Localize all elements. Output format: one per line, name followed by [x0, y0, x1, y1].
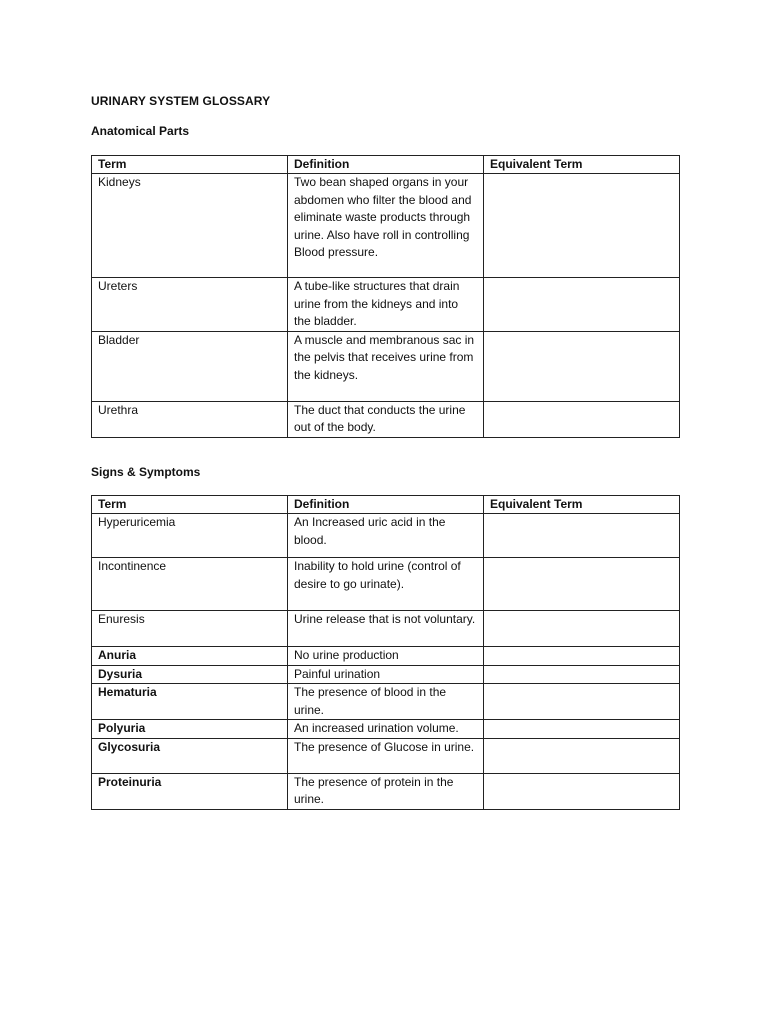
- definition-cell: The presence of Glucose in urine.: [288, 738, 484, 773]
- definition-cell: An increased urination volume.: [288, 720, 484, 739]
- equivalent-term-cell: [484, 665, 680, 684]
- table-row: [92, 558, 680, 611]
- table-row: [92, 665, 680, 684]
- term-cell: Kidneys: [92, 174, 288, 278]
- table-row: [92, 401, 680, 437]
- equivalent-term-cell: [484, 773, 680, 809]
- definition-cell: The presence of blood in the urine.: [288, 684, 484, 720]
- table-row: [92, 738, 680, 773]
- anatomical-parts-table: [91, 155, 680, 438]
- term-cell: Anuria: [92, 647, 288, 666]
- definition-cell: A tube-like structures that drain urine from the kidneys and into the bladder.: [288, 278, 484, 332]
- equivalent-term-cell: [484, 611, 680, 647]
- definition-cell: A muscle and membranous sac in the pelvis that receives urine from the kidneys.: [288, 331, 484, 401]
- equivalent-term-cell: [484, 558, 680, 611]
- term-cell: Hematuria: [92, 684, 288, 720]
- term-cell: Bladder: [92, 331, 288, 401]
- term-cell: Polyuria: [92, 720, 288, 739]
- definition-cell: Inability to hold urine (control of desire to go urinate).: [288, 558, 484, 611]
- equivalent-term-cell: [484, 647, 680, 666]
- section-heading-anatomical-parts: Anatomical Parts: [91, 124, 190, 138]
- term-cell: Hyperuricemia: [92, 514, 288, 558]
- column-header-term: Term: [92, 496, 288, 514]
- equivalent-term-cell: [484, 401, 680, 437]
- definition-cell: An Increased uric acid in the blood.: [288, 514, 484, 558]
- table-header-row: [92, 156, 680, 174]
- term-cell: Incontinence: [92, 558, 288, 611]
- equivalent-term-cell: [484, 331, 680, 401]
- signs-symptoms-table: [91, 495, 680, 810]
- equivalent-term-cell: [484, 720, 680, 739]
- table-row: [92, 773, 680, 809]
- equivalent-term-cell: [484, 278, 680, 332]
- term-cell: Glycosuria: [92, 738, 288, 773]
- section-heading-signs-symptoms: Signs & Symptoms: [91, 465, 201, 479]
- definition-cell: Painful urination: [288, 665, 484, 684]
- table-row: [92, 514, 680, 558]
- table-row: [92, 174, 680, 278]
- equivalent-term-cell: [484, 514, 680, 558]
- term-cell: Enuresis: [92, 611, 288, 647]
- definition-cell: Urine release that is not voluntary.: [288, 611, 484, 647]
- equivalent-term-cell: [484, 738, 680, 773]
- column-header-definition: Definition: [288, 156, 484, 174]
- table-row: [92, 647, 680, 666]
- term-cell: Dysuria: [92, 665, 288, 684]
- definition-cell: The presence of protein in the urine.: [288, 773, 484, 809]
- table-row: [92, 611, 680, 647]
- column-header-equivalent-term: Equivalent Term: [484, 496, 680, 514]
- table-header-row: [92, 496, 680, 514]
- equivalent-term-cell: [484, 174, 680, 278]
- term-cell: Ureters: [92, 278, 288, 332]
- column-header-equivalent-term: Equivalent Term: [484, 156, 680, 174]
- column-header-term: Term: [92, 156, 288, 174]
- term-cell: Proteinuria: [92, 773, 288, 809]
- definition-cell: No urine production: [288, 647, 484, 666]
- table-row: [92, 331, 680, 401]
- equivalent-term-cell: [484, 684, 680, 720]
- definition-cell: The duct that conducts the urine out of the body.: [288, 401, 484, 437]
- table-row: [92, 720, 680, 739]
- table-row: [92, 278, 680, 332]
- table-row: [92, 684, 680, 720]
- document-title: URINARY SYSTEM GLOSSARY: [91, 94, 271, 108]
- term-cell: Urethra: [92, 401, 288, 437]
- column-header-definition: Definition: [288, 496, 484, 514]
- definition-cell: Two bean shaped organs in your abdomen who filter the blood and eliminate waste products through urine. Also have roll in controlling Blood pressure.: [288, 174, 484, 278]
